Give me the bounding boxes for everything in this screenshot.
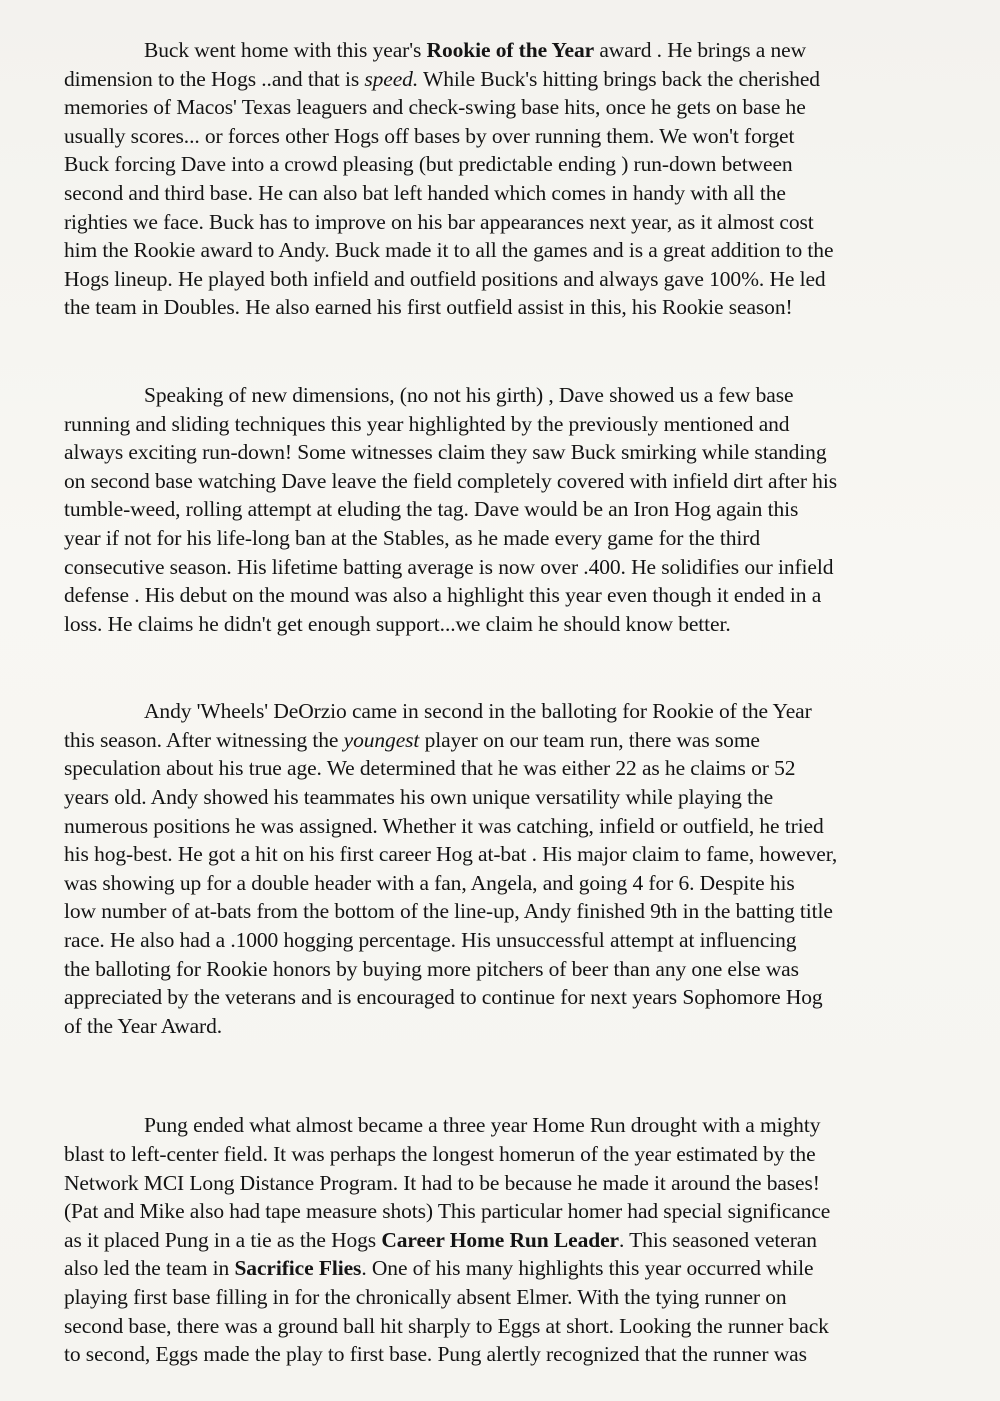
text-line: his hog-best. He got a hit on his first career Hog at-bat . His major claim to fame, however, [64, 842, 838, 867]
text-line: as it placed Pung in a tie as the Hogs Career Home Run Leader. This seasoned veteran [64, 1227, 817, 1252]
text-line: on second base watching Dave leave the field completely covered with infield dirt after his [64, 468, 837, 493]
italic-text: speed. [364, 66, 419, 91]
text-line: also led the team in Sacrifice Flies. One of his many highlights this year occurred while [64, 1256, 814, 1281]
text-line: Pung ended what almost became a three year Home Run drought with a mighty [144, 1113, 821, 1138]
text-line: righties we face. Buck has to improve on his bar appearances next year, as it almost cost [64, 209, 814, 234]
text-line: consecutive season. His lifetime batting average is now over .400. He solidifies our infield [64, 554, 834, 579]
text-line: of the Year Award. [64, 1013, 223, 1038]
text-line: appreciated by the veterans and is encouraged to continue for next years Sophomore Hog [64, 985, 823, 1010]
text-line: speculation about his true age. We determined that he was either 22 as he claims or 52 [64, 756, 796, 781]
bold-text: Sacrifice Flies [234, 1256, 362, 1281]
text-line: years old. Andy showed his teammates his own unique versatility while playing the [64, 785, 774, 810]
paragraph-3 [64, 697, 940, 1040]
text-line: numerous positions he was assigned. Whether it was catching, infield or outfield, he tried [64, 813, 824, 838]
text-line: year if not for his life-long ban at the Stables, as he made every game for the third [64, 525, 760, 550]
text-line: always exciting run-down! Some witnesses claim they saw Buck smirking while standing [64, 440, 827, 465]
text-line: Buck went home with this year's Rookie of the Year award . He brings a new [144, 38, 807, 62]
text-line: second and third base. He can also bat left handed which comes in handy with all the [64, 180, 786, 205]
text-line: him the Rookie award to Andy. Buck made it to all the games and is a great addition to the [64, 238, 834, 263]
text-line: Hogs lineup. He played both infield and outfield positions and always gave 100%. He led [64, 266, 826, 291]
text-line: second base, there was a ground ball hit sharply to Eggs at short. Looking the runner back [64, 1313, 829, 1338]
text-line: running and sliding techniques this year highlighted by the previously mentioned and [64, 411, 790, 436]
text-line: (Pat and Mike also had tape measure shots) This particular homer had special significance [64, 1199, 831, 1224]
text-line: Buck forcing Dave into a crowd pleasing (but predictable ending ) run-down between [64, 152, 793, 177]
paragraph-1 [64, 36, 940, 322]
text-line: to second, Eggs made the play to first base. Pung alertly recognized that the runner was [64, 1342, 807, 1367]
document-body [64, 36, 940, 1369]
text-line: usually scores... or forces other Hogs off bases by over running them. We won't forget [64, 123, 795, 148]
text-line: this season. After witnessing the youngest player on our team run, there was some [64, 727, 760, 752]
bold-text: Career Home Run Leader [381, 1227, 619, 1252]
paragraph-4 [64, 1111, 940, 1368]
text-line: was showing up for a double header with a fan, Angela, and going 4 for 6. Despite his [64, 870, 795, 895]
text-line: Andy 'Wheels' DeOrzio came in second in the balloting for Rookie of the Year [144, 699, 812, 724]
text-line: the team in Doubles. He also earned his first outfield assist in this, his Rookie season! [64, 295, 793, 320]
text-line: defense . His debut on the mound was also a highlight this year even though it ended in a [64, 583, 822, 608]
text-line: the balloting for Rookie honors by buying more pitchers of beer than any one else was [64, 956, 799, 981]
text-line: Network MCI Long Distance Program. It had to be because he made it around the bases! [64, 1170, 820, 1195]
text-line: loss. He claims he didn't get enough support...we claim he should know better. [64, 611, 731, 636]
text-line: dimension to the Hogs ..and that is speed. While Buck's hitting brings back the cherished [64, 66, 820, 91]
bold-text: Rookie of the Year [426, 38, 595, 62]
text-line: playing first base filling in for the chronically absent Elmer. With the tying runner on [64, 1284, 787, 1309]
text-line: Speaking of new dimensions, (no not his girth) , Dave showed us a few base [144, 382, 794, 407]
text-line: tumble-weed, rolling attempt at eluding the tag. Dave would be an Iron Hog again this [64, 497, 799, 522]
italic-text: youngest [343, 727, 420, 752]
text-line: memories of Macos' Texas leaguers and check-swing base hits, once he gets on base he [64, 95, 806, 120]
text-line: low number of at-bats from the bottom of the line-up, Andy finished 9th in the batting title [64, 899, 833, 924]
text-line: blast to left-center field. It was perhaps the longest homerun of the year estimated by the [64, 1142, 816, 1166]
paragraph-2 [64, 381, 940, 638]
text-line: race. He also had a .1000 hogging percentage. His unsuccessful attempt at influencing [64, 928, 797, 953]
